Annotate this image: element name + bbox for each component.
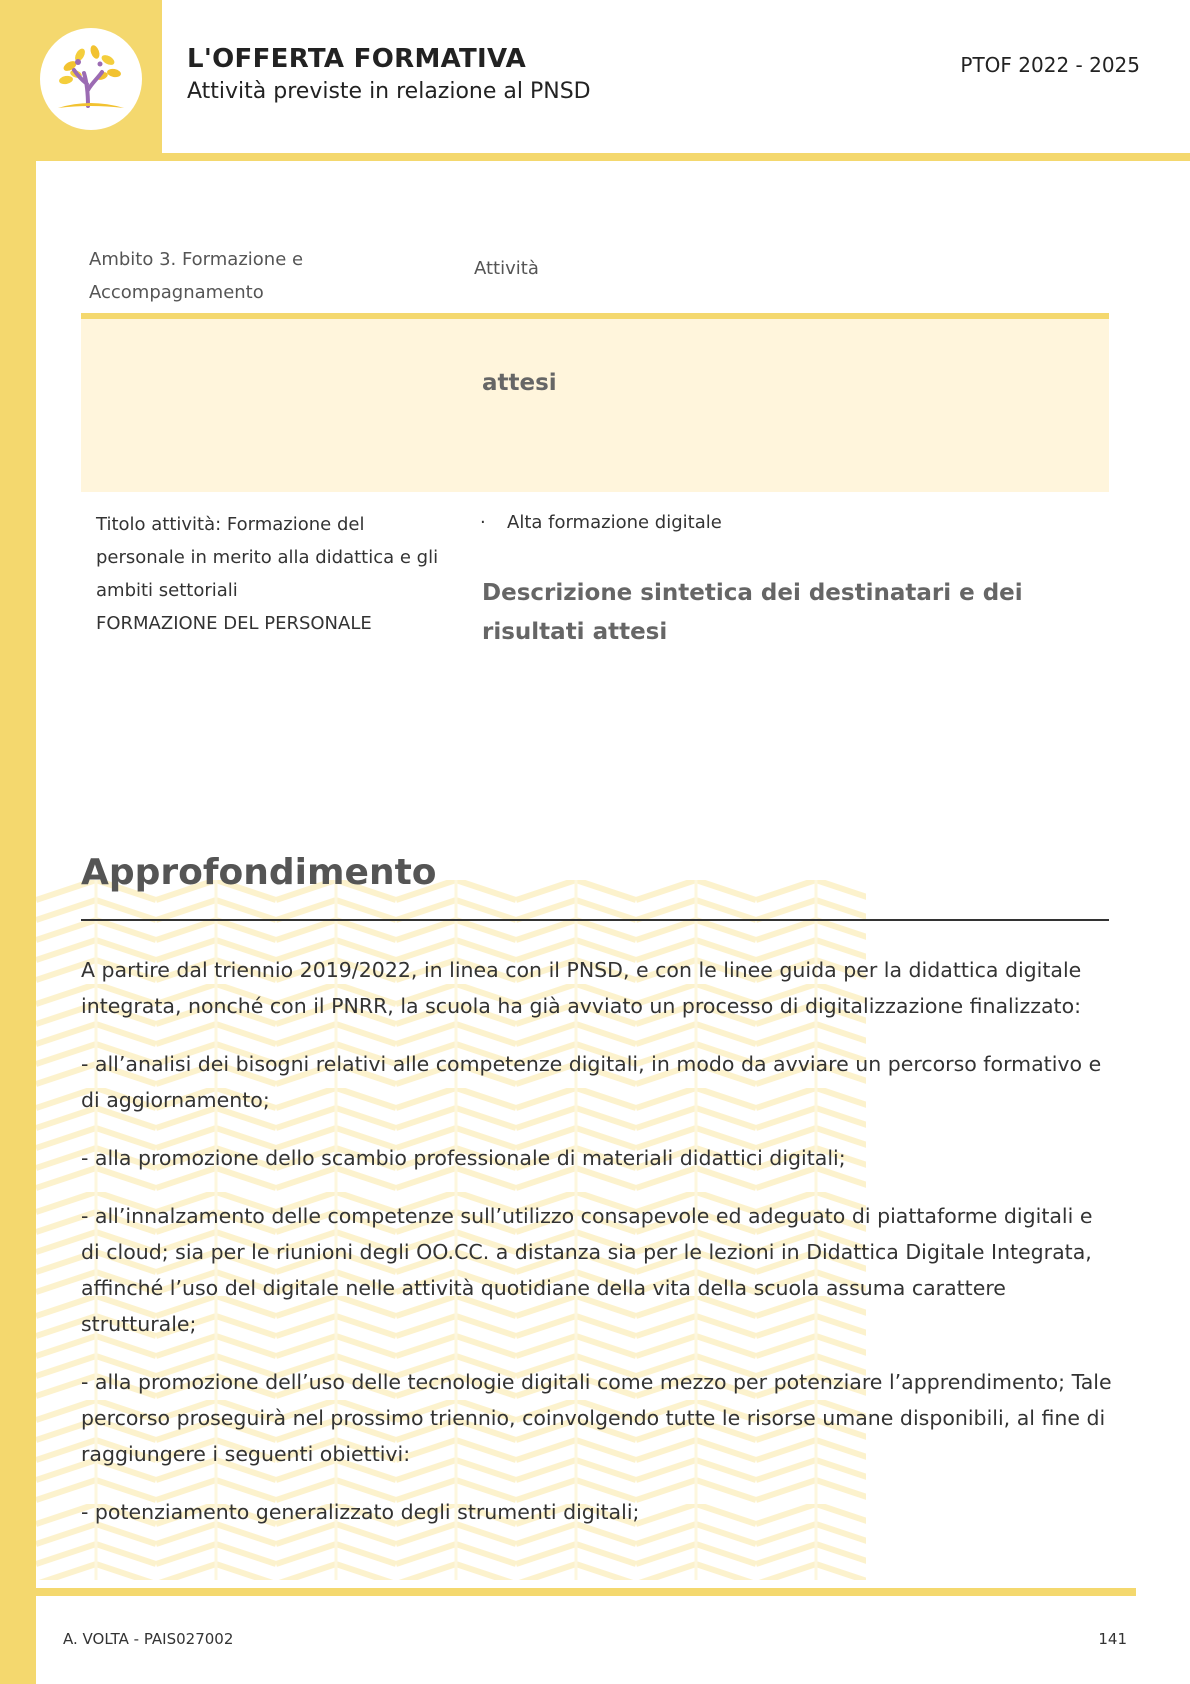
table-row-highlight (81, 319, 1109, 492)
ptof-label: PTOF 2022 - 2025 (960, 53, 1140, 77)
left-accent-band (0, 0, 36, 1684)
page-number: 141 (1098, 1630, 1127, 1648)
table-row-attesi: attesi (482, 370, 557, 396)
bullet-marker: · (480, 512, 486, 533)
activity-description-heading: Descrizione sintetica dei destinatari e dei risultati attesi (482, 580, 1023, 645)
paragraph: - potenziamento generalizzato degli strumenti digitali; (81, 1500, 640, 1524)
page-title: L'OFFERTA FORMATIVA (187, 44, 527, 74)
paragraph: - alla promozione dello scambio professionale di materiali didattici digitali; (81, 1146, 846, 1170)
paragraph: A partire dal triennio 2019/2022, in linea con il PNSD, e con le linee guida per la didattica digitale integrata, nonché con il PNRR, la scuola ha già avviato un processo di digitalizzazione finalizzato: (81, 958, 1082, 1018)
page-subtitle: Attività previste in relazione al PNSD (187, 79, 591, 104)
section-body (81, 952, 1116, 1552)
tree-logo-icon (40, 28, 142, 130)
header-rule (36, 153, 1190, 161)
table-row-activity-title (96, 508, 456, 640)
paragraph: - all’analisi dei bisogni relativi alle competenze digitali, in modo da avviare un percorso formativo e di aggiornamento; (81, 1052, 1102, 1112)
table-header-ambito: Ambito 3. Formazione e Accompagnamento (89, 249, 304, 303)
activity-title-line: ambiti settoriali (96, 580, 238, 601)
paragraph: - all’innalzamento delle competenze sull’utilizzo consapevole ed adeguato di piattaforme digitali e di cloud; sia per le riunioni degli OO.CC. a distanza sia per le lezioni in Didattica Digitale Integrata, affinché l’uso del digitale nelle attività quotidiane della vita della scuola assuma carattere strutturale; (81, 1204, 1093, 1336)
activity-title-line: Titolo attività: Formazione del (96, 514, 365, 535)
section-rule (81, 919, 1109, 921)
table-header-attivita: Attività (474, 258, 539, 279)
footer-school: A. VOLTA - PAIS027002 (63, 1630, 234, 1648)
footer-rule (36, 1588, 1136, 1596)
section-title: Approfondimento (81, 852, 437, 893)
activity-title-line: personale in merito alla didattica e gli (96, 547, 439, 568)
activity-title-line: FORMAZIONE DEL PERSONALE (96, 613, 372, 634)
paragraph: - alla promozione dell’uso delle tecnologie digitali come mezzo per potenziare l’apprendimento; Tale percorso proseguirà nel prossimo triennio, coinvolgendo tutte le risorse umane disponibili, al fine di raggiungere i seguenti obiettivi: (81, 1370, 1112, 1466)
activity-item: Alta formazione digitale (507, 512, 722, 533)
